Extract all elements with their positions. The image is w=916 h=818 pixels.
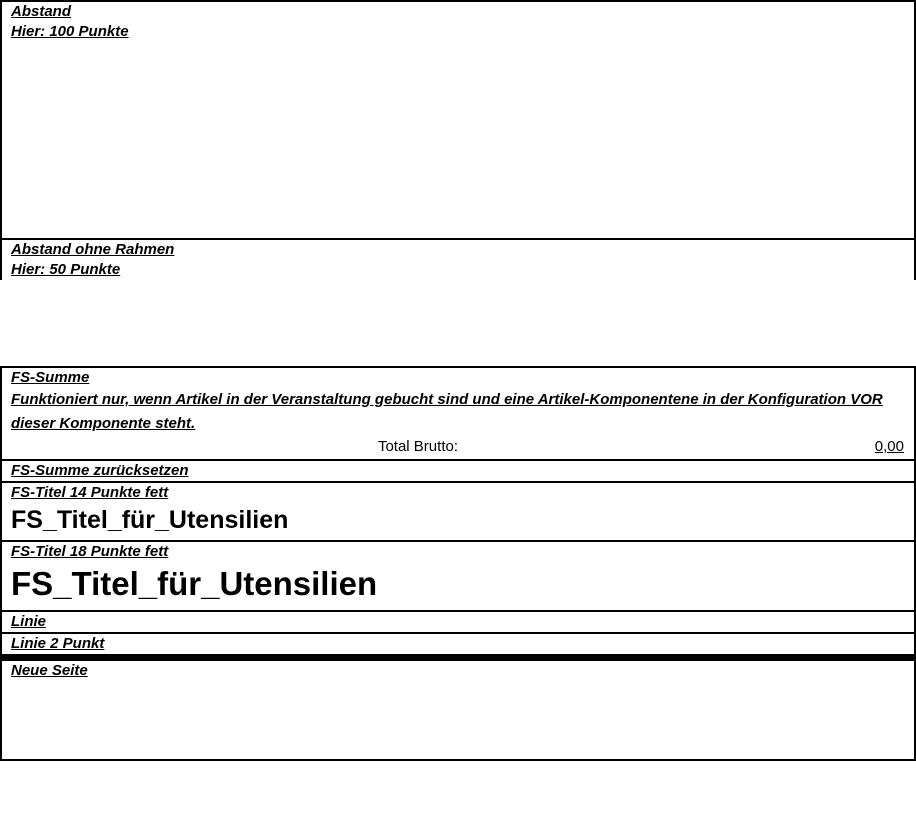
section-abstand [0, 0, 916, 238]
section-fs-titel-14 [0, 481, 916, 540]
spacer-100-points [2, 42, 914, 238]
section-abstand-sublabel: Hier: 100 Punkte [11, 23, 129, 40]
section-linie-2-punkt [0, 632, 916, 654]
section-abstand-label: Abstand [11, 3, 71, 20]
fs-titel-14-text: FS_Titel_für_Utensilien [11, 506, 289, 534]
section-fs-titel-18-label: FS-Titel 18 Punkte fett [11, 543, 169, 560]
page-break-area [2, 681, 914, 759]
section-neue-seite [0, 659, 916, 761]
section-neue-seite-label: Neue Seite [11, 662, 88, 679]
section-abstand-ohne-rahmen-label: Abstand ohne Rahmen [11, 241, 175, 258]
section-abstand-ohne-rahmen-sublabel: Hier: 50 Punkte [11, 261, 121, 278]
section-linie-label: Linie [11, 613, 47, 630]
section-fs-titel-18 [0, 540, 916, 610]
spacer-50-points-no-border [0, 280, 916, 366]
section-abstand-ohne-rahmen [0, 238, 916, 280]
section-linie-2-punkt-label: Linie 2 Punkt [11, 635, 105, 652]
section-fs-summe-zuruecksetzen-label: FS-Summe zurücksetzen [11, 462, 189, 479]
total-brutto-value: 0,00 [874, 438, 904, 455]
total-brutto-label: Total Brutto: [377, 438, 458, 455]
section-fs-summe-label: FS-Summe [11, 369, 90, 386]
section-fs-summe-note: Funktioniert nur, wenn Artikel in der Veranstaltung gebucht sind und eine Artikel-Komponentene in der Konfiguration VOR dieser Komponente steht. [11, 391, 883, 432]
fs-titel-18-text: FS_Titel_für_Utensilien [11, 565, 378, 602]
section-linie [0, 610, 916, 632]
section-fs-titel-14-label: FS-Titel 14 Punkte fett [11, 484, 169, 501]
section-fs-summe-zuruecksetzen [0, 459, 916, 481]
section-fs-summe [0, 366, 916, 459]
total-row [2, 436, 914, 459]
